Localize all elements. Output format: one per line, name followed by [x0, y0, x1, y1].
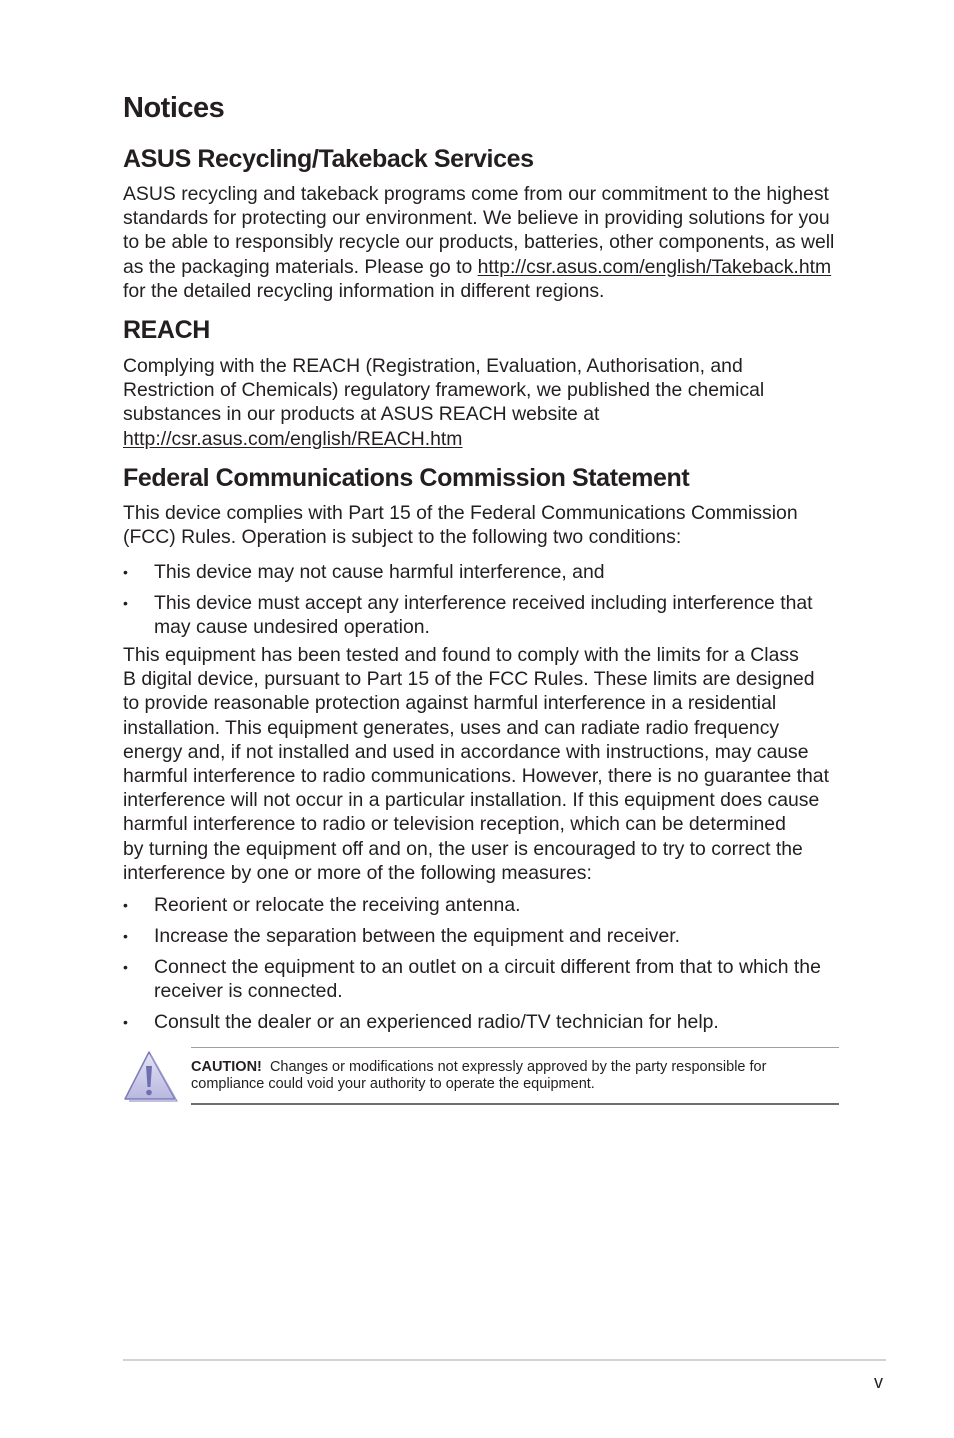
- reach-heading: REACH: [123, 316, 210, 344]
- bullet-icon: •: [123, 595, 128, 611]
- measure-3-line-1: Connect the equipment to an outlet on a circuit different from that to which the: [154, 956, 821, 978]
- takeback-link[interactable]: http://csr.asus.com/english/Takeback.htm: [477, 255, 832, 278]
- fcc-body-line: interference by one or more of the following measures:: [123, 861, 592, 884]
- fcc-intro: [123, 501, 853, 549]
- footer-rule: [123, 1359, 886, 1361]
- recycling-line-4: [123, 255, 853, 279]
- page-title: Notices: [123, 92, 225, 124]
- recycling-line-2: standards for protecting our environment. We believe in providing solutions for you: [123, 207, 830, 230]
- measure-text: [154, 955, 821, 1003]
- caution-top-rule: [191, 1047, 839, 1048]
- fcc-body-line: interference will not occur in a particular installation. If this equipment does cause: [123, 789, 820, 812]
- measure-text: [154, 924, 680, 948]
- fcc-body-line: harmful interference to radio or television reception, which can be determined: [123, 813, 786, 836]
- reach-line-4: [123, 427, 853, 451]
- recycling-line-1: ASUS recycling and takeback programs come from our commitment to the highest: [123, 183, 829, 205]
- measure-1-line-1: Reorient or relocate the receiving antenna.: [154, 894, 521, 916]
- condition-text: [154, 591, 813, 639]
- caution-bottom-rule: [191, 1103, 839, 1105]
- fcc-body-line: harmful interference to radio communications. However, there is no guarantee that: [123, 765, 829, 788]
- recycling-paragraph: [123, 182, 853, 303]
- bullet-icon: •: [123, 928, 128, 944]
- fcc-body: [123, 643, 853, 885]
- caution-message-1: Changes or modifications not expressly approved by the party responsible for: [269, 1059, 767, 1075]
- fcc-body-line: This equipment has been tested and found to comply with the limits for a Class: [123, 644, 799, 666]
- bullet-icon: •: [123, 564, 128, 580]
- reach-line-3: substances in our products at ASUS REACH website at: [123, 403, 600, 426]
- recycling-line-3: to be able to responsibly recycle our products, batteries, other components, as well: [123, 231, 835, 254]
- reach-line-2: Restriction of Chemicals) regulatory framework, we published the chemical: [123, 379, 765, 402]
- caution-box: [123, 1047, 839, 1105]
- fcc-intro-line-2: (FCC) Rules. Operation is subject to the following two conditions:: [123, 526, 682, 549]
- fcc-body-line: installation. This equipment generates, uses and can radiate radio frequency: [123, 716, 780, 739]
- measure-3-line-2: receiver is connected.: [154, 980, 343, 1003]
- reach-link[interactable]: http://csr.asus.com/english/REACH.htm: [123, 427, 463, 450]
- caution-line-1: [191, 1059, 831, 1076]
- measure-2-line-1: Increase the separation between the equipment and receiver.: [154, 925, 681, 947]
- fcc-body-line: by turning the equipment off and on, the user is encouraged to try to correct the: [123, 837, 803, 860]
- recycling-heading: ASUS Recycling/Takeback Services: [123, 145, 534, 173]
- condition-2-line-2: may cause undesired operation.: [154, 616, 430, 639]
- caution-label: CAUTION!: [191, 1059, 262, 1075]
- reach-paragraph: [123, 354, 853, 451]
- fcc-heading: Federal Communications Commission Statement: [123, 464, 690, 492]
- measure-text: [154, 1010, 719, 1034]
- fcc-body-line: energy and, if not installed and used in accordance with instructions, may cause: [123, 740, 809, 763]
- bullet-icon: •: [123, 959, 128, 975]
- bullet-icon: •: [123, 897, 128, 913]
- caution-line-2: compliance could void your authority to operate the equipment.: [191, 1076, 595, 1092]
- fcc-body-line: B digital device, pursuant to Part 15 of the FCC Rules. These limits are designed: [123, 668, 815, 691]
- reach-line-1: Complying with the REACH (Registration, Evaluation, Authorisation, and: [123, 355, 743, 377]
- warning-triangle-icon: [123, 1049, 179, 1103]
- recycling-line-4-text: as the packaging materials. Please go to: [123, 255, 478, 278]
- fcc-intro-line-1: This device complies with Part 15 of the Federal Communications Commission: [123, 502, 798, 524]
- page-number: v: [874, 1372, 883, 1392]
- measure-4-line-1: Consult the dealer or an experienced radio/TV technician for help.: [154, 1011, 719, 1033]
- condition-1-line-1: This device may not cause harmful interference, and: [154, 561, 605, 583]
- fcc-body-line: to provide reasonable protection against harmful interference in a residential: [123, 692, 777, 715]
- measure-text: [154, 893, 521, 917]
- recycling-line-5: for the detailed recycling information in different regions.: [123, 279, 605, 302]
- caution-text: [191, 1059, 831, 1093]
- condition-2-line-1: This device must accept any interference received including interference that: [154, 592, 813, 614]
- bullet-icon: •: [123, 1014, 128, 1030]
- condition-text: [154, 560, 605, 584]
